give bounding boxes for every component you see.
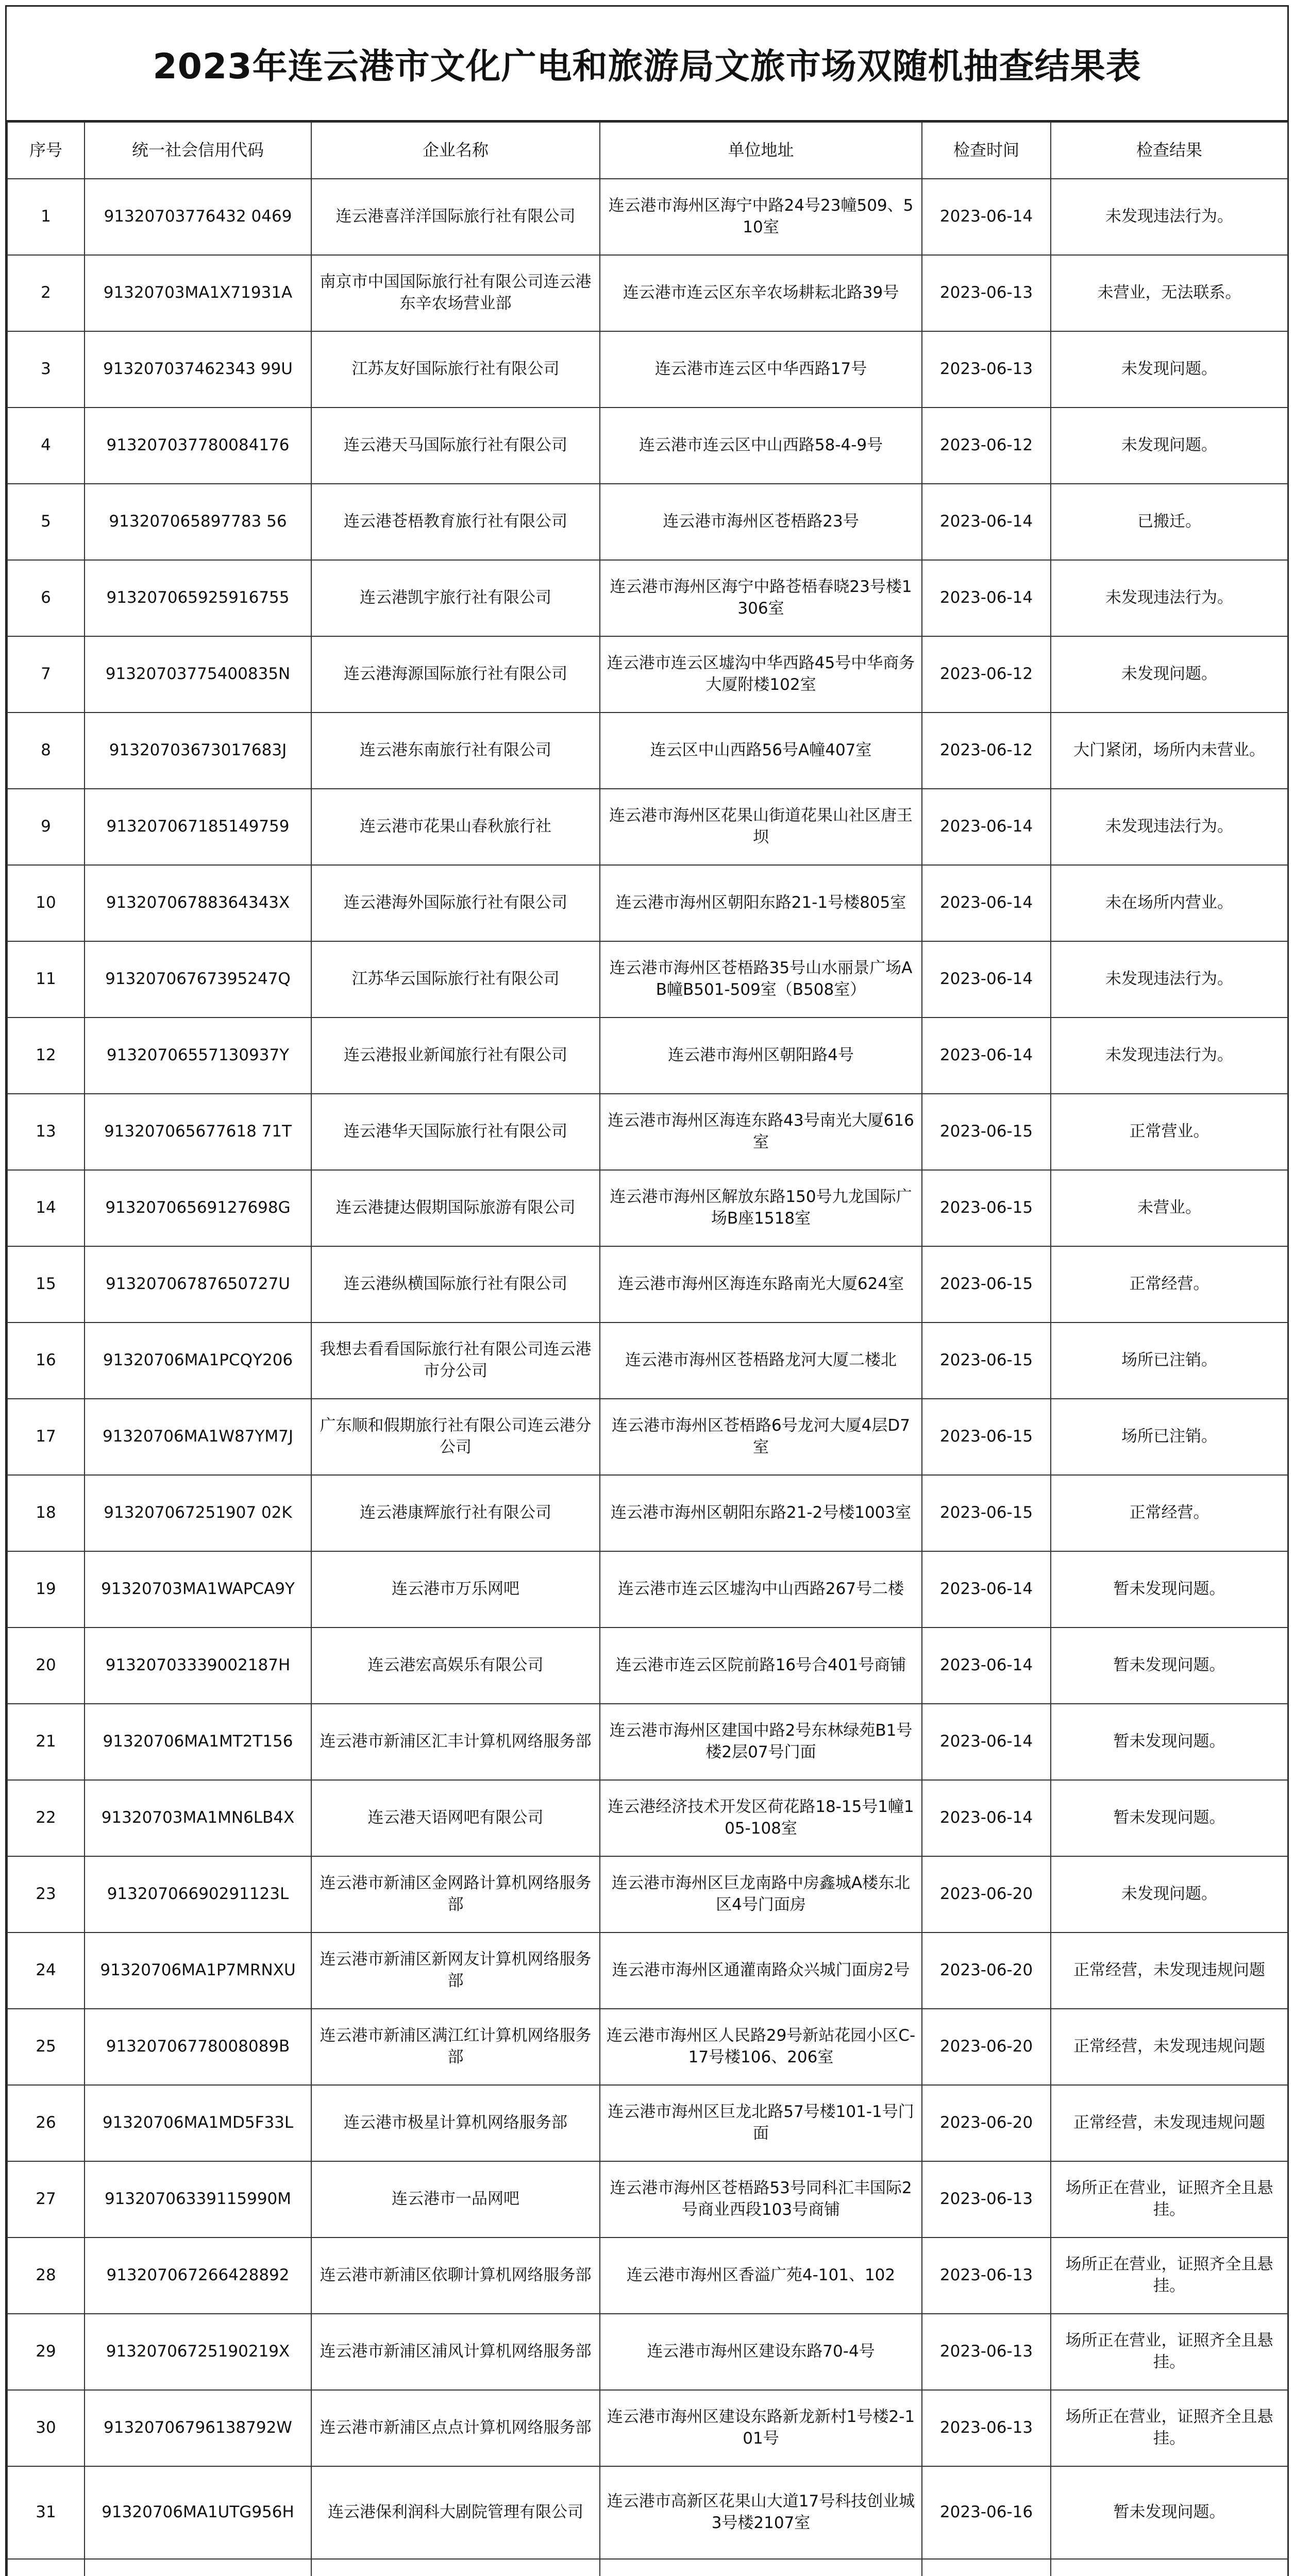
header-row [7, 122, 1288, 179]
cell-check-date: 2023-06-13 [922, 2238, 1051, 2314]
cell-address [600, 2559, 922, 2576]
table-row [7, 179, 1288, 255]
cell-check-result: 未发现问题。 [1051, 408, 1288, 484]
cell-check-date: 2023-06-14 [922, 1018, 1051, 1094]
cell-check-date: 2023-06-12 [922, 636, 1051, 713]
cell-check-result: 场所正在营业，证照齐全且悬挂。 [1051, 2314, 1288, 2390]
cell-company-name: 江苏友好国际旅行社有限公司 [311, 331, 600, 408]
cell-credit-code: 91320706767395247Q [85, 941, 311, 1018]
table-row [7, 1628, 1288, 1704]
cell-check-date: 2023-06-14 [922, 1704, 1051, 1780]
table-row [7, 484, 1288, 560]
cell-address: 连云港市高新区花果山大道17号科技创业城3号楼2107室 [600, 2466, 922, 2559]
table-row [7, 1780, 1288, 1856]
cell-credit-code: 91320703339002187H [85, 1628, 311, 1704]
cell-company-name: 连云港海源国际旅行社有限公司 [311, 636, 600, 713]
cell-no: 1 [7, 179, 85, 255]
cell-company-name: 连云港报业新闻旅行社有限公司 [311, 1018, 600, 1094]
cell-check-date: 2023-06-15 [922, 1094, 1051, 1170]
cell-address: 连云港市海州区苍梧路23号 [600, 484, 922, 560]
cell-credit-code: 913207065897783 56 [85, 484, 311, 560]
cell-company-name: 连云港喜洋洋国际旅行社有限公司 [311, 179, 600, 255]
table-row [7, 1704, 1288, 1780]
cell-check-date: 2023-06-15 [922, 1323, 1051, 1399]
cell-address: 连云港市连云区中华西路17号 [600, 331, 922, 408]
cell-address: 连云港市海州区海连东路43号南光大厦616室 [600, 1094, 922, 1170]
cell-address: 连云港市海州区朝阳路4号 [600, 1018, 922, 1094]
cell-address: 连云港市海州区海宁中路24号23幢509、510室 [600, 179, 922, 255]
cell-no: 27 [7, 2161, 85, 2238]
cell-check-date: 2023-06-14 [922, 484, 1051, 560]
table-row [7, 713, 1288, 789]
table-row [7, 2390, 1288, 2466]
cell-address: 连云港市海州区苍梧路35号山水丽景广场AB幢B501-509室（B508室） [600, 941, 922, 1018]
table-row [7, 1399, 1288, 1475]
cell-company-name: 连云港纵横国际旅行社有限公司 [311, 1246, 600, 1323]
cell-company-name: 我想去看看国际旅行社有限公司连云港市分公司 [311, 1323, 600, 1399]
cell-check-date: 2023-06-14 [922, 941, 1051, 1018]
cell-credit-code: 91320706690291123L [85, 1856, 311, 1933]
cell-no: 17 [7, 1399, 85, 1475]
cell-check-result: 暂未发现问题。 [1051, 2466, 1288, 2559]
cell-check-date: 2023-06-20 [922, 1856, 1051, 1933]
cell-no: 19 [7, 1551, 85, 1628]
cell-company-name: 连云港市花果山春秋旅行社 [311, 789, 600, 865]
cell-company-name: 连云港市一品网吧 [311, 2161, 600, 2238]
cell-credit-code: 91320703MA1MN6LB4X [85, 1780, 311, 1856]
cell-company-name: 南京市中国国际旅行社有限公司连云港东辛农场营业部 [311, 255, 600, 331]
cell-no: 2 [7, 255, 85, 331]
cell-no: 12 [7, 1018, 85, 1094]
cell-credit-code: 91320706788364343X [85, 865, 311, 941]
table-row [7, 1170, 1288, 1246]
cell-address: 连云港市海州区建设东路70-4号 [600, 2314, 922, 2390]
cell-check-result: 大门紧闭，场所内未营业。 [1051, 713, 1288, 789]
cell-credit-code: 913207037462343 99U [85, 331, 311, 408]
cell-credit-code: 91320703776432 0469 [85, 179, 311, 255]
cell-credit-code: 91320706MA1W87YM7J [85, 1399, 311, 1475]
cell-credit-code: 91320706787650727U [85, 1246, 311, 1323]
cell-check-result [1051, 2559, 1288, 2576]
cell-credit-code: 91320703673017683J [85, 713, 311, 789]
cell-company-name: 连云港市新浦区点点计算机网络服务部 [311, 2390, 600, 2466]
cell-check-result: 暂未发现问题。 [1051, 1704, 1288, 1780]
cell-address: 连云港市海州区人民路29号新站花园小区C-17号楼106、206室 [600, 2009, 922, 2085]
cell-check-result: 正常经营。 [1051, 1475, 1288, 1551]
cell-address: 连云港市海州区苍梧路6号龙河大厦4层D7室 [600, 1399, 922, 1475]
cell-credit-code: 91320706557130937Y [85, 1018, 311, 1094]
cell-address: 连云港市海州区苍梧路龙河大厦二楼北 [600, 1323, 922, 1399]
table-row [7, 2085, 1288, 2161]
cell-check-result: 暂未发现问题。 [1051, 1628, 1288, 1704]
cell-company-name: 连云港市新浦区金网路计算机网络服务部 [311, 1856, 600, 1933]
cell-no: 4 [7, 408, 85, 484]
table-row [7, 1856, 1288, 1933]
cell-credit-code: 913207067185149759 [85, 789, 311, 865]
cell-no: 18 [7, 1475, 85, 1551]
table-row [7, 1323, 1288, 1399]
table-row [7, 560, 1288, 636]
cell-no: 13 [7, 1094, 85, 1170]
cell-check-result: 未发现违法行为。 [1051, 941, 1288, 1018]
table-row [7, 2009, 1288, 2085]
cell-no: 21 [7, 1704, 85, 1780]
cell-credit-code: 91320706MA1PCQY206 [85, 1323, 311, 1399]
header-company-name: 企业名称 [311, 122, 600, 179]
cell-check-date: 2023-06-14 [922, 789, 1051, 865]
table-row [7, 408, 1288, 484]
cell-no [7, 2559, 85, 2576]
cell-address: 连云港市海州区巨龙南路中房鑫城A楼东北区4号门面房 [600, 1856, 922, 1933]
cell-company-name [311, 2559, 600, 2576]
table-row [7, 255, 1288, 331]
table-row [7, 1018, 1288, 1094]
cell-check-result: 已搬迁。 [1051, 484, 1288, 560]
cell-no: 14 [7, 1170, 85, 1246]
cell-credit-code [85, 2559, 311, 2576]
cell-company-name: 连云港康辉旅行社有限公司 [311, 1475, 600, 1551]
cell-credit-code: 91320706MA1UTG956H [85, 2466, 311, 2559]
cell-no: 5 [7, 484, 85, 560]
cell-check-result: 未发现问题。 [1051, 331, 1288, 408]
cell-check-result: 正常经营，未发现违规问题 [1051, 1933, 1288, 2009]
cell-check-result: 场所正在营业，证照齐全且悬挂。 [1051, 2390, 1288, 2466]
table-row [7, 865, 1288, 941]
cell-no: 11 [7, 941, 85, 1018]
table-row [7, 2314, 1288, 2390]
table-body [7, 179, 1288, 2576]
cell-check-result: 未发现问题。 [1051, 1856, 1288, 1933]
cell-address: 连云港市海州区建国中路2号东林绿苑B1号楼2层07号门面 [600, 1704, 922, 1780]
cell-check-date: 2023-06-16 [922, 2466, 1051, 2559]
cell-credit-code: 91320706569127698G [85, 1170, 311, 1246]
cell-address: 连云港市海州区花果山街道花果山社区唐王坝 [600, 789, 922, 865]
page-title: 2023年连云港市文化广电和旅游局文旅市场双随机抽查结果表 [7, 7, 1287, 122]
header-credit-code: 统一社会信用代码 [85, 122, 311, 179]
results-table [7, 122, 1288, 2576]
cell-no: 25 [7, 2009, 85, 2085]
table-row [7, 2238, 1288, 2314]
cell-check-date: 2023-06-20 [922, 2009, 1051, 2085]
cell-credit-code: 91320706MA1P7MRNXU [85, 1933, 311, 2009]
cell-no: 10 [7, 865, 85, 941]
cell-company-name: 连云港市极星计算机网络服务部 [311, 2085, 600, 2161]
cell-check-result: 正常营业。 [1051, 1094, 1288, 1170]
cell-check-result: 场所已注销。 [1051, 1399, 1288, 1475]
cell-check-date: 2023-06-20 [922, 2085, 1051, 2161]
cell-credit-code: 91320706MA1MT2T156 [85, 1704, 311, 1780]
cell-address: 连云港市海州区建设东路新龙新村1号楼2-101号 [600, 2390, 922, 2466]
cell-company-name: 连云港市新浦区依聊计算机网络服务部 [311, 2238, 600, 2314]
cell-credit-code: 913207067251907 02K [85, 1475, 311, 1551]
table-row [7, 331, 1288, 408]
cell-check-date: 2023-06-14 [922, 179, 1051, 255]
cell-address: 连云港市海州区海宁中路苍梧春晓23号楼1306室 [600, 560, 922, 636]
cell-check-result: 未营业，无法联系。 [1051, 255, 1288, 331]
cell-address: 连云港市连云区墟沟中华西路45号中华商务大厦附楼102室 [600, 636, 922, 713]
cell-credit-code: 913207065677618 71T [85, 1094, 311, 1170]
cell-no: 3 [7, 331, 85, 408]
cell-check-date: 2023-06-14 [922, 560, 1051, 636]
cell-check-date: 2023-06-14 [922, 1780, 1051, 1856]
cell-address: 连云港市连云区中山西路58-4-9号 [600, 408, 922, 484]
table-row [7, 1246, 1288, 1323]
cell-check-result: 正常经营，未发现违规问题 [1051, 2085, 1288, 2161]
cell-check-date: 2023-06-13 [922, 2314, 1051, 2390]
cell-no: 23 [7, 1856, 85, 1933]
cell-check-result: 场所已注销。 [1051, 1323, 1288, 1399]
cell-company-name: 连云港市新浦区汇丰计算机网络服务部 [311, 1704, 600, 1780]
table-row [7, 2466, 1288, 2559]
cell-check-date: 2023-06-13 [922, 2161, 1051, 2238]
header-address: 单位地址 [600, 122, 922, 179]
cell-company-name: 连云港天语网吧有限公司 [311, 1780, 600, 1856]
cell-address: 连云港市海州区巨龙北路57号楼101-1号门面 [600, 2085, 922, 2161]
cell-address: 连云港市连云区墟沟中山西路267号二楼 [600, 1551, 922, 1628]
cell-no: 9 [7, 789, 85, 865]
cell-check-date: 2023-06-15 [922, 1246, 1051, 1323]
cell-no: 22 [7, 1780, 85, 1856]
cell-check-result: 暂未发现问题。 [1051, 1551, 1288, 1628]
cell-address: 连云港市海州区朝阳东路21-1号楼805室 [600, 865, 922, 941]
table-row [7, 1551, 1288, 1628]
cell-address: 连云港市海州区苍梧路53号同科汇丰国际2号商业西段103号商铺 [600, 2161, 922, 2238]
cell-credit-code: 91320706778008089B [85, 2009, 311, 2085]
cell-credit-code: 913207065925916755 [85, 560, 311, 636]
cell-company-name: 连云港东南旅行社有限公司 [311, 713, 600, 789]
cell-no: 30 [7, 2390, 85, 2466]
cell-check-date: 2023-06-13 [922, 255, 1051, 331]
table-row [7, 636, 1288, 713]
table-row [7, 1475, 1288, 1551]
header-check-result: 检查结果 [1051, 122, 1288, 179]
cell-address: 连云港市海州区通灌南路众兴城门面房2号 [600, 1933, 922, 2009]
cell-check-result: 未发现违法行为。 [1051, 560, 1288, 636]
cell-no: 24 [7, 1933, 85, 2009]
cell-address: 连云区中山西路56号A幢407室 [600, 713, 922, 789]
cell-address: 连云港市海州区海连东路南光大厦624室 [600, 1246, 922, 1323]
cell-company-name: 连云港天马国际旅行社有限公司 [311, 408, 600, 484]
cell-address: 连云港市海州区香溢广苑4-101、102 [600, 2238, 922, 2314]
cell-no: 7 [7, 636, 85, 713]
cell-check-date: 2023-06-12 [922, 713, 1051, 789]
cell-company-name: 连云港宏高娱乐有限公司 [311, 1628, 600, 1704]
cell-address: 连云港经济技术开发区荷花路18-15号1幢105-108室 [600, 1780, 922, 1856]
cell-credit-code: 91320706MA1MD5F33L [85, 2085, 311, 2161]
cell-check-date [922, 2559, 1051, 2576]
cell-company-name: 连云港市万乐网吧 [311, 1551, 600, 1628]
cell-no: 16 [7, 1323, 85, 1399]
cell-credit-code: 91320703MA1X71931A [85, 255, 311, 331]
cell-check-date: 2023-06-15 [922, 1399, 1051, 1475]
cell-no: 15 [7, 1246, 85, 1323]
cell-address: 连云港市海州区朝阳东路21-2号楼1003室 [600, 1475, 922, 1551]
cell-check-date: 2023-06-14 [922, 1628, 1051, 1704]
cell-check-result: 场所正在营业，证照齐全且悬挂。 [1051, 2238, 1288, 2314]
cell-check-date: 2023-06-13 [922, 2390, 1051, 2466]
cell-check-date: 2023-06-20 [922, 1933, 1051, 2009]
cell-company-name: 连云港市新浦区新网友计算机网络服务部 [311, 1933, 600, 2009]
cell-no: 31 [7, 2466, 85, 2559]
cell-check-date: 2023-06-15 [922, 1170, 1051, 1246]
table-row [7, 2559, 1288, 2576]
cell-check-result: 未发现违法行为。 [1051, 789, 1288, 865]
cell-company-name: 江苏华云国际旅行社有限公司 [311, 941, 600, 1018]
cell-company-name: 连云港凯宇旅行社有限公司 [311, 560, 600, 636]
cell-check-date: 2023-06-14 [922, 865, 1051, 941]
cell-company-name: 连云港华天国际旅行社有限公司 [311, 1094, 600, 1170]
header-check-date: 检查时间 [922, 122, 1051, 179]
cell-credit-code: 913207037780084176 [85, 408, 311, 484]
table-row [7, 1933, 1288, 2009]
cell-check-date: 2023-06-13 [922, 331, 1051, 408]
cell-credit-code: 91320703775400835N [85, 636, 311, 713]
cell-credit-code: 91320706725190219X [85, 2314, 311, 2390]
cell-credit-code: 91320706796138792W [85, 2390, 311, 2466]
cell-company-name: 连云港捷达假期国际旅游有限公司 [311, 1170, 600, 1246]
cell-address: 连云港市海州区解放东路150号九龙国际广场B座1518室 [600, 1170, 922, 1246]
cell-company-name: 连云港市新浦区满江红计算机网络服务部 [311, 2009, 600, 2085]
cell-check-result: 未发现违法行为。 [1051, 179, 1288, 255]
cell-check-result: 未营业。 [1051, 1170, 1288, 1246]
cell-company-name: 连云港苍梧教育旅行社有限公司 [311, 484, 600, 560]
cell-address: 连云港市连云区院前路16号合401号商铺 [600, 1628, 922, 1704]
cell-credit-code: 913207067266428892 [85, 2238, 311, 2314]
cell-company-name: 连云港保利润科大剧院管理有限公司 [311, 2466, 600, 2559]
cell-no: 26 [7, 2085, 85, 2161]
cell-check-date: 2023-06-12 [922, 408, 1051, 484]
cell-check-result: 正常经营，未发现违规问题 [1051, 2009, 1288, 2085]
table-row [7, 2161, 1288, 2238]
cell-no: 6 [7, 560, 85, 636]
cell-check-date: 2023-06-14 [922, 1551, 1051, 1628]
cell-no: 29 [7, 2314, 85, 2390]
cell-company-name: 连云港市新浦区浦风计算机网络服务部 [311, 2314, 600, 2390]
cell-credit-code: 91320703MA1WAPCA9Y [85, 1551, 311, 1628]
cell-check-result: 场所正在营业，证照齐全且悬挂。 [1051, 2161, 1288, 2238]
cell-check-result: 未发现问题。 [1051, 636, 1288, 713]
cell-company-name: 连云港海外国际旅行社有限公司 [311, 865, 600, 941]
cell-address: 连云港市连云区东辛农场耕耘北路39号 [600, 255, 922, 331]
cell-credit-code: 91320706339115990M [85, 2161, 311, 2238]
cell-check-date: 2023-06-15 [922, 1475, 1051, 1551]
table-row [7, 941, 1288, 1018]
cell-company-name: 广东顺和假期旅行社有限公司连云港分公司 [311, 1399, 600, 1475]
cell-check-result: 未发现违法行为。 [1051, 1018, 1288, 1094]
cell-check-result: 未在场所内营业。 [1051, 865, 1288, 941]
cell-check-result: 正常经营。 [1051, 1246, 1288, 1323]
cell-no: 20 [7, 1628, 85, 1704]
cell-no: 8 [7, 713, 85, 789]
cell-no: 28 [7, 2238, 85, 2314]
results-sheet [5, 5, 1289, 2576]
cell-check-result: 暂未发现问题。 [1051, 1780, 1288, 1856]
table-row [7, 789, 1288, 865]
header-no: 序号 [7, 122, 85, 179]
table-row [7, 1094, 1288, 1170]
